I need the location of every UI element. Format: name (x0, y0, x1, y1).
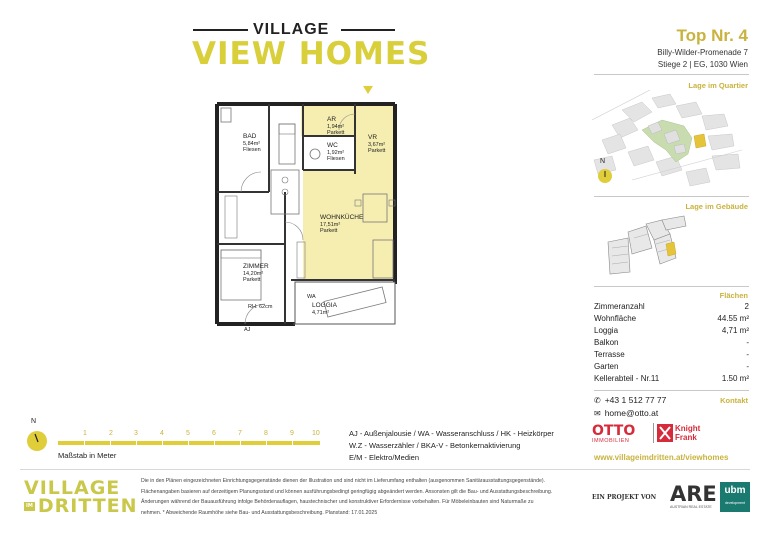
rh-label: RH: 62cm (248, 304, 273, 310)
contact-heading: Kontakt (720, 396, 748, 405)
room-floor: Parkett (327, 130, 345, 136)
room-name: BAD (243, 133, 257, 140)
scale-tick-label: 5 (186, 430, 190, 437)
room-floor: Fliesen (327, 156, 345, 162)
scale-tick-label: 7 (238, 430, 242, 437)
north-arrow-icon (26, 430, 48, 452)
room-area: 5,84m² (243, 140, 261, 147)
website-link[interactable]: www.villageimdritten.at/viewhomes (594, 453, 729, 462)
fact-label: Wohnfläche (594, 314, 637, 323)
logo-rule-left (193, 29, 248, 31)
room-area: 3,67m² (368, 141, 386, 148)
fact-label: Terrasse (594, 350, 625, 359)
room-label-wohnkueche (320, 215, 363, 235)
map-north-label: N (600, 158, 606, 165)
room-area: 1,94m² (327, 123, 345, 130)
otto-logo-text: OTTO (592, 423, 636, 439)
email-address: home@otto.at (604, 408, 659, 418)
room-label-vr (368, 135, 385, 155)
knight-frank-emblem-icon (657, 424, 673, 442)
facts-heading: Flächen (719, 291, 748, 300)
legend-line-2: W.Z - Wasserzähler / BKA-V - Betonkernaktivierung (349, 441, 521, 450)
are-logo (670, 483, 717, 509)
village-footer-line2: DRITTEN (37, 495, 138, 517)
ubm-logo-text: ubm (724, 485, 746, 496)
footer-divider (20, 469, 750, 470)
divider (653, 423, 654, 443)
room-label-wc (327, 143, 345, 163)
aj-label: AJ (244, 327, 251, 333)
village-footer-im: IM (26, 502, 33, 509)
scale-tick-label: 2 (109, 430, 113, 437)
scale-label: Maßstab in Meter (58, 451, 117, 460)
email-row[interactable] (594, 408, 658, 418)
mail-icon: ✉ (594, 409, 601, 418)
divider (594, 286, 749, 287)
legend-line-3: E/M - Elektro/Medien (349, 453, 420, 462)
scale-tick-label: 8 (264, 430, 268, 437)
scale-tick-label: 6 (212, 430, 216, 437)
room-area: 4,71m² (312, 309, 330, 316)
room-label-loggia (312, 303, 337, 316)
wa-label: WA (307, 294, 316, 300)
village-im-dritten-logo (24, 479, 138, 515)
village-footer-line1: VILLAGE (24, 477, 121, 499)
fact-label: Zimmeranzahl (594, 302, 645, 311)
divider (594, 196, 749, 197)
phone-row[interactable] (594, 395, 666, 405)
fact-value: - (746, 362, 749, 371)
room-floor: Parkett (368, 148, 386, 154)
fact-value: 44.55 m² (717, 314, 749, 323)
fact-value: - (746, 350, 749, 359)
otto-logo-subtext: IMMOBILIEN (592, 438, 630, 444)
divider (594, 390, 749, 391)
fact-row (594, 338, 749, 350)
are-logo-subtext: AUSTRIAN REAL ESTATE (670, 505, 712, 509)
fact-label: Loggia (594, 326, 619, 335)
room-label-ar (327, 117, 344, 137)
logo-village-text: VILLAGE (253, 21, 330, 38)
fact-row (594, 314, 749, 326)
address-line-1: Billy-Wilder-Promenade 7 (657, 48, 748, 57)
fact-row (594, 326, 749, 338)
quarter-map-label: Lage im Quartier (688, 81, 748, 90)
scale-north-label: N (31, 418, 37, 425)
knight-frank-logo (675, 424, 700, 442)
room-name: LOGGIA (312, 302, 337, 309)
room-floor: Fliesen (243, 147, 261, 153)
phone-icon: ✆ (594, 396, 601, 405)
fact-value: - (746, 338, 749, 347)
room-name: AR (327, 116, 337, 123)
ubm-logo-subtext: development (724, 501, 746, 505)
room-area: 1,92m² (327, 149, 345, 156)
fact-value: 4,71 m² (721, 326, 749, 335)
are-logo-text: ARE (670, 482, 717, 506)
building-map-label: Lage im Gebäude (685, 202, 748, 211)
fact-row (594, 350, 749, 362)
phone-number: +43 1 512 77 77 (604, 395, 667, 405)
knight-frank-line1: Knight (675, 424, 701, 433)
disclaimer-text: Die in den Plänen eingezeichneten Einrichtungsgegenstände dienen der Illustration und sind nicht im Lieferumfang enthalten (ausgenommen Sanitärausstattungsgegenstände). Flächenangaben basieren auf derzeitigem Planungsstand und können ausführungsbedingt geringfügig abgeändert werden. Ansonsten gilt die Bau- und Ausstattungsbeschreibung. Änderungen während der Bauausführung infolge Behördenauflagen, haustechnischer und konstruktiver Erfordernisse vorbehalten. Für Möbeleinbauten sind Naturmaße zu nehmen. * Abweichende Raumhöhe siehe Bau- und Ausstattungsbeschreibung. Planstand: 17.01.2025 (141, 478, 553, 516)
fact-label: Garten (594, 362, 619, 371)
map-north-icon (597, 168, 613, 184)
fact-label: Kellerabteil - Nr.11 (594, 374, 660, 383)
room-name: WOHNKÜCHE (320, 214, 364, 221)
fact-value: 2 (744, 302, 749, 311)
scale-tick-label: 1 (83, 430, 87, 437)
scale-tick-label: 3 (134, 430, 138, 437)
room-name: VR (368, 134, 378, 141)
fact-row (594, 362, 749, 374)
otto-logo (592, 424, 648, 442)
logo-rule-right (341, 29, 395, 31)
room-area: 14,20m² (243, 270, 264, 277)
room-floor: Parkett (320, 228, 338, 234)
floor-plan (205, 84, 415, 344)
scale-tick-label: 10 (312, 430, 320, 437)
building-map (600, 212, 720, 284)
room-name: WC (327, 142, 338, 149)
divider (594, 74, 749, 75)
logo-viewhomes-text: VIEW HOMES (192, 36, 431, 72)
unit-title: Top Nr. 4 (676, 26, 748, 45)
room-label-bad (243, 134, 261, 154)
room-area: 17,51m² (320, 221, 341, 228)
scale-tick-label: 9 (290, 430, 294, 437)
fact-value: 1.50 m² (721, 374, 749, 383)
room-floor: Parkett (243, 277, 261, 283)
legend-line-1: AJ - Außenjalousie / WA - Wasseranschluss / HK - Heizkörper (349, 429, 554, 438)
address-line-2: Stiege 2 | EG, 1030 Wien (657, 60, 748, 69)
scale-ticks (58, 441, 320, 445)
ubm-logo (720, 482, 750, 512)
fact-label: Balkon (594, 338, 619, 347)
fact-row (594, 302, 749, 314)
knight-frank-line2: Frank (675, 433, 697, 442)
projekt-von-label: EIN PROJEKT VON (592, 494, 657, 501)
quarter-map (592, 90, 752, 190)
scale-tick-label: 4 (160, 430, 164, 437)
room-label-zimmer (243, 264, 269, 284)
fact-row (594, 374, 749, 386)
room-name: ZIMMER (243, 263, 269, 270)
